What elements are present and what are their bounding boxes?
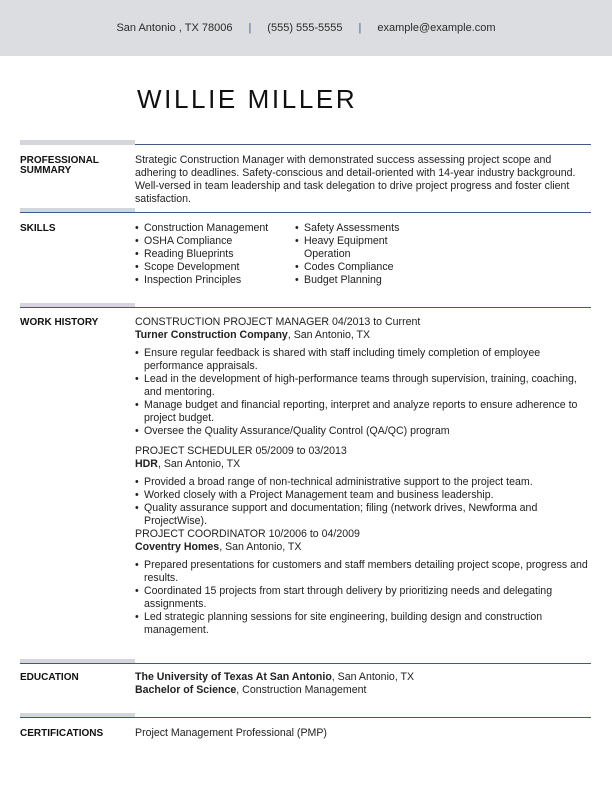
company-line	[135, 541, 591, 554]
job-title: PROJECT COORDINATOR	[135, 528, 266, 540]
skill-item: • Construction Management	[135, 222, 295, 235]
school-line	[135, 671, 591, 684]
company-name: HDR	[135, 458, 158, 470]
job-bullet: • Ensure regular feedback is shared with staff including timely completion of employee performance appraisals.	[135, 347, 591, 373]
job-bullet: • Quality assurance support and documentation; filing (network drives, Newforma and ProjectWise).	[135, 502, 591, 528]
section-divider-line	[20, 717, 591, 718]
certification-item: Project Management Professional (PMP)	[135, 727, 327, 739]
degree-line	[135, 684, 591, 697]
job-bullet: • Prepared presentations for customers and staff members detailing project scope, progress and results.	[135, 559, 591, 585]
job-bullet: • Worked closely with a Project Management team and business leadership.	[135, 489, 591, 502]
contact-email: example@example.com	[377, 22, 496, 34]
job-title: PROJECT SCHEDULER	[135, 445, 253, 457]
skill-item: • OSHA Compliance	[135, 235, 295, 248]
summary-text: Strategic Construction Manager with demonstrated success assessing project scope and adhering to deadlines. Safety-conscious and detail-oriented with 14-year industry background. Well-versed in team leadership and task delegation to drive project progress and foster client satisfaction.	[135, 154, 576, 205]
job-bullet: • Provided a broad range of non-technical administrative support to the project team.	[135, 476, 591, 489]
skill-item: • Codes Compliance	[295, 261, 405, 274]
company-line	[135, 329, 591, 342]
work-history	[135, 316, 591, 644]
company-location: , San Antonio, TX	[157, 458, 241, 470]
skill-item: • Budget Planning	[295, 274, 405, 287]
job-title-line	[135, 316, 591, 329]
job-bullets	[135, 559, 591, 637]
job-bullet: • Manage budget and financial reporting, interpret and analyze reports to ensure adherence to project budget.	[135, 399, 591, 425]
contact-address: San Antonio , TX 78006	[116, 22, 233, 34]
contact-separator: |	[358, 22, 362, 34]
section-divider-line	[20, 212, 591, 213]
degree: Bachelor of Science	[135, 684, 237, 696]
job-entry	[135, 445, 591, 528]
section-divider-accent	[20, 140, 135, 145]
job-title-line	[135, 445, 591, 458]
company-location: , San Antonio, TX	[287, 329, 371, 341]
company-name: Turner Construction Company	[135, 329, 288, 341]
job-dates: 05/2009 to 03/2013	[255, 445, 347, 457]
school-name: The University of Texas At San Antonio	[135, 671, 332, 683]
skills-heading: SKILLS	[20, 223, 56, 234]
section-divider-line	[20, 663, 591, 664]
job-entry	[135, 528, 591, 637]
section-divider-line	[135, 144, 591, 145]
skills-column-1	[135, 222, 295, 287]
job-bullet: • Led strategic planning sessions for site engineering, building design and construction management.	[135, 611, 591, 637]
job-bullet: • Lead in the development of high-performance teams through supervision, training, coaching, and mentoring.	[135, 373, 591, 399]
education-heading: EDUCATION	[20, 672, 79, 683]
skills-column-2	[295, 222, 405, 287]
skill-item: • Inspection Principles	[135, 274, 295, 287]
job-bullets	[135, 347, 591, 438]
skills-list	[135, 222, 591, 287]
skill-item: • Scope Development	[135, 261, 295, 274]
job-entry	[135, 316, 591, 438]
job-title-line	[135, 528, 591, 541]
job-dates: 10/2006 to 04/2009	[268, 528, 360, 540]
skill-item: • Safety Assessments	[295, 222, 405, 235]
job-bullet: • Oversee the Quality Assurance/Quality Control (QA/QC) program	[135, 425, 591, 438]
skill-item: • Reading Blueprints	[135, 248, 295, 261]
job-title: CONSTRUCTION PROJECT MANAGER	[135, 316, 330, 328]
skill-item: • Heavy Equipment Operation	[295, 235, 405, 261]
contact-separator: |	[248, 22, 252, 34]
education-entry	[135, 671, 591, 697]
work-history-heading: WORK HISTORY	[20, 317, 99, 328]
section-divider-line	[20, 307, 591, 308]
school-location: , San Antonio, TX	[331, 671, 415, 683]
company-location: , San Antonio, TX	[219, 541, 302, 553]
company-line	[135, 458, 591, 471]
job-bullets	[135, 476, 591, 528]
degree-field: , Construction Management	[236, 684, 367, 696]
contact-phone: (555) 555-5555	[267, 22, 343, 34]
contact-bar	[0, 0, 612, 56]
job-bullet: • Coordinated 15 projects from start through delivery by prioritizing needs and delegating assignments.	[135, 585, 591, 611]
certifications-heading: CERTIFICATIONS	[20, 728, 104, 739]
company-name: Coventry Homes	[135, 541, 220, 553]
summary-heading: PROFESSIONAL SUMMARY	[20, 155, 99, 176]
job-dates: 04/2013 to Current	[332, 316, 421, 328]
candidate-name: WILLIE MILLER	[137, 84, 358, 114]
